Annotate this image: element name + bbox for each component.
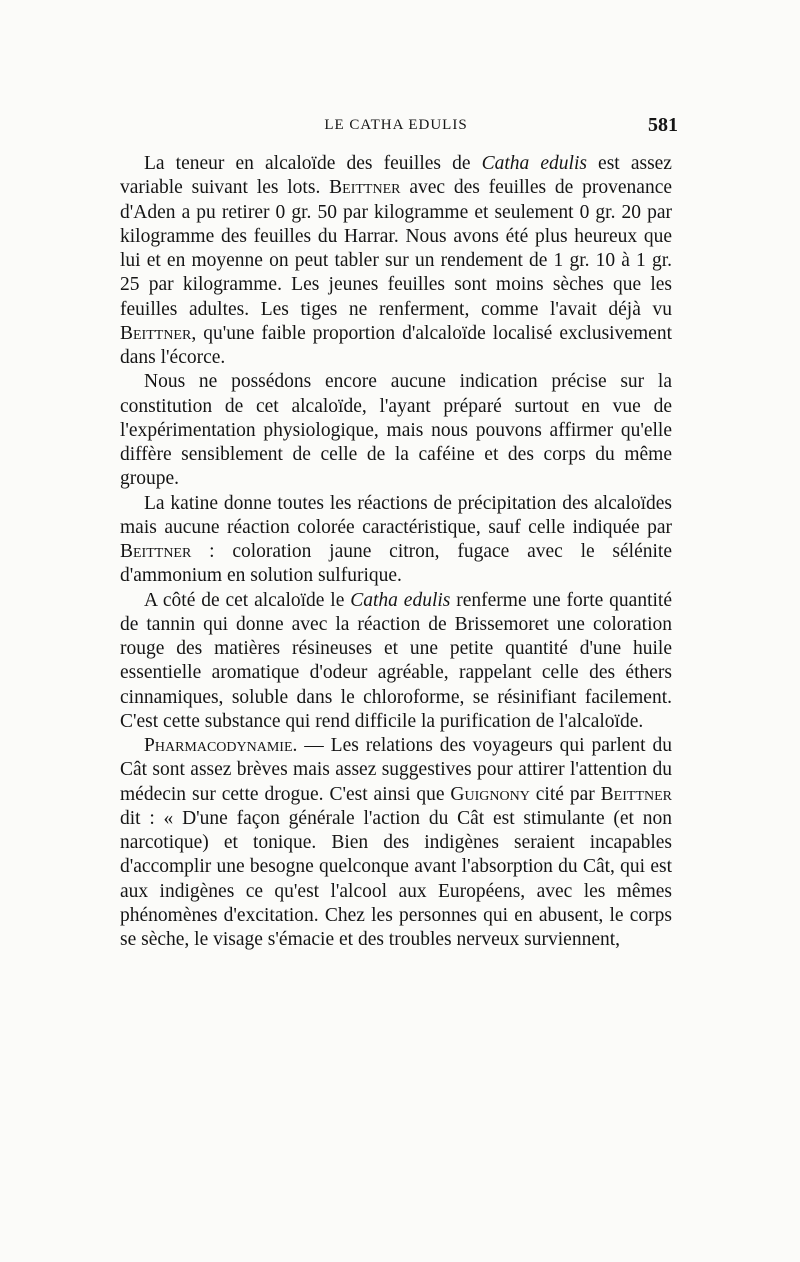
body-text (120, 152, 672, 952)
italic-text: Catha edulis (350, 589, 451, 611)
paragraph (120, 734, 672, 952)
text-run: A côté de cet alcaloïde le (144, 589, 351, 611)
italic-text: Catha edulis (481, 153, 587, 174)
paragraph (120, 589, 672, 735)
small-caps-text: Beittner (329, 177, 401, 199)
page-header (120, 114, 678, 138)
text-run: : coloration jaune citron, fugace avec le sélénite d'ammonium en solution sulfurique. (120, 541, 672, 587)
page-number: 581 (648, 114, 678, 136)
text-run: La teneur en alcaloïde des feuilles de (144, 153, 482, 174)
text-run: avec des feuilles de provenance d'Aden a pu retirer 0 gr. 50 par kilogramme et seulement 0 gr. 20 par kilogramme des feuilles du Harrar. Nous avons été plus heureux que lui et en moyenne on peut tabler sur un rendement de 1 gr. 10 à 1 gr. 25 par kilogramme. Les jeunes feuilles sont moins sèches que les feuilles adultes. Les tiges ne renferment, comme l'avait déjà vu (120, 177, 672, 320)
small-caps-text: Guignony (450, 783, 530, 805)
text-run: dit : « D'une façon générale l'action du Cât est stimulante (et non narcotique) et tonique. Bien des indigènes seraient incapables d'accomplir une besogne quelconque avant l'absorption du Cât, qui est aux indigènes ce qu'est l'alcool aux Européens, avec les mêmes phénomènes d'excitation. Chez les personnes qui en abusent, le corps se sèche, le visage s'émacie et des troubles nerveux surviennent, (120, 807, 672, 950)
small-caps-text: Beittner (120, 541, 192, 562)
text-run: , qu'une faible proportion d'alcaloïde localisé exclusivement dans l'écorce. (120, 322, 672, 368)
text-run: est assez variable suivant les lots. (120, 153, 672, 199)
paragraph (120, 492, 672, 589)
text-run: renferme une forte quantité de tannin qui donne avec la réaction de Brissemoret une coloration rouge des matières résineuses et une petite quantité d'une huile essentielle aromatique d'odeur agréable, rappelant celle des éthers cinnamiques, soluble dans le chloroforme, se résinifiant facilement. C'est cette substance qui rend difficile la purification de l'alcaloïde. (120, 589, 672, 732)
paragraph (120, 152, 672, 370)
paragraph (120, 370, 672, 491)
small-caps-text: Pharmacodynamie. (144, 735, 298, 756)
text-run: Nous ne possédons encore aucune indication précise sur la constitution de cet alcaloïde, l'ayant préparé surtout en vue de l'expérimentation physiologique, mais nous pouvons affirmer qu'elle diffère sensiblement de celle de la caféine et des corps du même groupe. (120, 371, 672, 490)
text-run: La katine donne toutes les réactions de précipitation des alcaloïdes mais aucune réaction colorée caractéristique, sauf celle indiquée par (120, 492, 672, 538)
running-title: LE CATHA EDULIS (324, 117, 468, 133)
small-caps-text: Beittner (120, 322, 192, 344)
text-run: — Les relations des voyageurs qui parlent du Cât sont assez brèves mais assez suggestives pour attirer l'attention du médecin sur cette drogue. C'est ainsi que (120, 735, 672, 805)
text-run: cité par (529, 783, 601, 805)
small-caps-text: Beittner (600, 783, 672, 805)
